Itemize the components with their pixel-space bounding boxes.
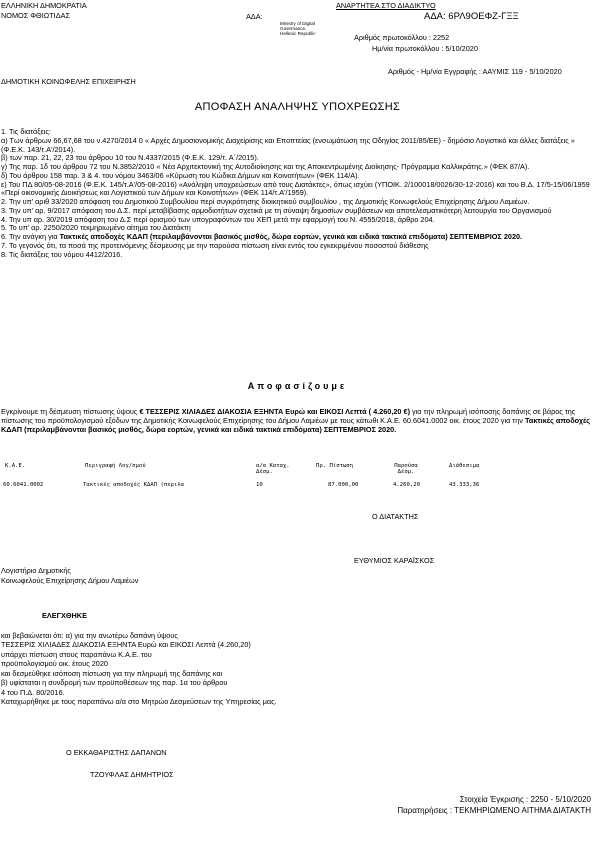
approval-bold-tail: Τακτικές αποδοχές ΚΔΑΠ (περιλαμβάνονται βασικός μισθός, δώρα εορτών, γενικά και ειδικά τακτικά επιδόματα) ΣΕΠΤΕΜΒΡΙΟΣ 2020.: [1, 415, 591, 434]
approval-paragraph: [1, 408, 591, 434]
checked-line: β) υφίσταται η συνδρομή των προϋποθέσεων της παρ. 1α του άρθρου: [1, 678, 228, 688]
provision-item: 8. Τις διατάξεις του νόμου 4412/2016.: [1, 249, 123, 259]
provision-item: 1. Τις διατάξεις:: [1, 127, 51, 136]
decide-heading: Αποφασίζουμε: [247, 381, 348, 391]
accounting-line2: Κοινωφελούς Επιχείρησης Δήμου Λαμιέων: [1, 576, 139, 585]
checked-line: ΤΕΣΣΕΡΙΣ ΧΙΛΙΑΔΕΣ ΔΙΑΚΟΣΙΑ ΕΞΗΝΤΑ Ευρώ και ΕΙΚΟΣΙ Λεπτά (4.260,20): [1, 640, 251, 650]
provision-6-lead: 6. Την ανάγκη για: [1, 232, 60, 241]
accounting-line1: Λογιστήριο Δημοτικής: [1, 566, 71, 575]
approval-amount-words: € ΤΕΣΣΕΡΙΣ ΧΙΛΙΑΔΕΣ ΔΙΑΚΟΣΙΑ ΕΞΗΝΤΑ Ευρώ και ΕΙΚΟΣΙ Λεπτά: [139, 407, 367, 416]
table-cell: Τακτικές αποδοχές ΚΔΑΠ (περιλα: [83, 482, 185, 488]
approval-amount-number: ( 4.260,20 €): [366, 407, 410, 416]
provision-item: 2. Την υπ' αριθ 33/2020 απόφαση του Δημοτικού Συμβουλίου περί συγκρότησης διοικητικού συμβουλίου , της Δημοτικής Κοινωφελούς Επιχείρησης Δήμου Λαμιέων.: [1, 197, 530, 206]
checked-line: και βεβαιώνεται ότι: α) για την ανωτέρω δαπάνη ύψους: [1, 631, 178, 640]
table-cell: 87.000,00: [328, 482, 359, 488]
provision-6-bold: Τακτικές αποδοχές ΚΔΑΠ (περιλαμβάνονται βασικός μισθός, δώρα εορτών, γενικά και ειδικά τακτικά επιδόματα) ΣΕΠΤΕΜΒΡΙΟΣ 2020.: [59, 232, 523, 241]
seal-line: Hellenic Republic: [280, 30, 316, 36]
table-cell: 60.6041.0002: [3, 482, 44, 488]
checked-block: [1, 631, 591, 707]
provision-item: β) των παρ. 21, 22, 23 του άρθρου 10 του Ν.4337/2015 (Φ.Ε.Κ. 129/τ. Α΄/2015).: [1, 153, 259, 163]
provision-item: 4. Την υπ αρ. 30/2019 απόφαση του Δ.Σ περί ορισμού των υπογραφόντων του ΧΕΠ μετά την εφαρμογή του Ν. 4555/2018, άρθρο 204.: [1, 214, 435, 224]
provision-item: 5. Το υπ' αρ. 2250/2020 τεκμηριωμένο αίτημα του Διατάκτη: [1, 223, 191, 233]
table-header-row: [0, 463, 595, 476]
checked-line: υπάρχει πίστωση στους παραπάνω Κ.Α.Ε. του: [1, 649, 152, 659]
provision-item: 3. Την υπ' αρ. 9/2017 απόφαση του Δ.Σ. περί μεταβίβασης αρμοδιοτήτων σχετικά με τη σύναψη δημοσίων συμβάσεων και αποτελεσματικότερη λειτουργία του Οργανισμού: [1, 205, 552, 215]
ada-value: ΑΔΑ: 6ΡΛ9ΟΕΦΖ-ΓΞΞ: [424, 11, 519, 22]
provision-item: ε) Του ΠΔ 80/05-08-2016 (Φ.Ε.Κ. 145/τ.Α'/05-08-2016) «Ανάληψη υποχρεώσεων από τους Διατάκτες», όπως ισχύει (ΥΠΟΙΚ. 2/100018/0026/30-12-2016) και του Β.Δ. 17/5-15/06/1959 «Περί οικονομικής Διοικήσεως και Λογιστικού των Δήμων και Κοινοτήτων» (ΦΕΚ 114/τ.Α'/1959).: [1, 179, 590, 198]
table-header-cell: α/α Καταχ. Δέσμ.: [256, 463, 290, 476]
liquidator-role: Ο ΕΚΚΑΘΑΡΙΣΤΗΣ ΔΑΠΑΝΩΝ: [66, 748, 167, 757]
table-header-cell: Παρούσα Δέσμ.: [394, 463, 418, 476]
provision-item: α) Των άρθρων 66,67,68 του ν.4270/2014 0 « Αρχές Δημοσιονομικής Διαχείρισης και Εποπτείας (ενσωμάτωση της Οδηγίας 2011/85/ΕΕ) - δημόσιο Λογιστικό και άλλες διατάξεις » (Φ.Ε.Κ. 143/τ.Α'/2014).: [1, 135, 575, 154]
checked-line: 4 του Π.Δ. 80/2016.: [1, 687, 65, 697]
table-cell: 43.333,36: [449, 482, 480, 488]
protocol-number: Αριθμός πρωτοκόλλου : 2252: [354, 33, 450, 42]
seal-line: Governance,: [280, 25, 307, 31]
table-header-cell: Κ.Α.Ε.: [5, 463, 26, 469]
remarks: Παρατηρήσεις : ΤΕΚΜΗΡΙΩΜΕΝΟ ΑΙΤΗΜΑ ΔΙΑΤΑΚΤΗ: [397, 806, 591, 815]
table-header-cell: Περιγραφή Λογ/σμού: [85, 463, 146, 469]
protocol-date: Ημ/νία πρωτοκόλλου : 5/10/2020: [372, 44, 478, 53]
table-header-cell: Πρ. Πίστωση: [316, 463, 354, 469]
checked-line: και δεσμεύθηκε ισόποση πίστωση για την πληρωμή της δαπάνης και: [1, 668, 223, 678]
document-title: ΑΠΟΦΑΣΗ ΑΝΑΛΗΨΗΣ ΥΠΟΧΡΕΩΣΗΣ: [194, 101, 401, 113]
provision-item: 7. Το γεγονός ότι, τα ποσά της προτεινόμενης δέσμευσης με την παρούσα πίστωση είναι εντός του εγκεκριμένου ποσοστού διάθεσης: [1, 240, 429, 250]
signer-name: ΕΥΘΥΜΙΟΣ ΚΑΡΑΪΣΚΟΣ: [354, 556, 435, 565]
seal-line: Ministry of Digital: [280, 21, 315, 26]
table-cell: 10: [256, 482, 263, 488]
table-cell: 4.260,20: [393, 482, 420, 488]
approval-body: για την πληρωμή ισόποσης δαπάνης σε βάρος της πίστωσης του προϋπολογισμού εξόδων της Δημοτικής Κοινωφελούς Επιχείρησης του Δήμου Λαμιέων με τους κάτωθι Κ.Α.Ε. 60.6041.0002 οικ. έτους 2020 για την: [1, 407, 576, 425]
provision-item: γ) Της παρ. 1δ του άρθρου 72 του Ν.3852/2010 « Νέα Αρχιτεκτονική της Αυτοδιοίκησης και της Αποκεντρωμένης Διοίκησης- Πρόγραμμα Καλλικράτης.» (ΦΕΚ 87/Α).: [1, 162, 530, 171]
provision-item: δ) Του άρθρου 158 παρ. 3 & 4. του νόμου 3463/06 «Κύρωση του Κώδικα Δήμων και Κοινοτήτων» (ΦΕΚ 114/Α).: [1, 170, 360, 180]
provisions-block: [1, 128, 591, 259]
signer-role: Ο ΔΙΑΤΑΚΤΗΣ: [372, 512, 419, 521]
table-row: [0, 482, 595, 492]
approval-info: Στοιχεία Έγκρισης : 2250 - 5/10/2020: [459, 795, 591, 804]
posted-label: ΑΝΑΡΤΗΤΕΑ ΣΤΟ ΔΙΑΔΙΚΤΥΟ: [336, 1, 436, 10]
republic-label: ΕΛΛΗΝΙΚΗ ΔΗΜΟΚΡΑΤΙΑ: [1, 1, 87, 10]
liquidator-name: ΤΖΟΥΦΛΑΣ ΔΗΜΗΤΡΙΟΣ: [90, 770, 174, 779]
ministry-seal: [280, 22, 316, 36]
table-header-cell: Διάθεσιμα: [449, 463, 480, 469]
checked-line: προϋπολογισμού οικ. έτους 2020: [1, 659, 108, 669]
organization-name: ΔΗΜΟΤΙΚΗ ΚΟΙΝΩΦΕΛΗΣ ΕΠΙΧΕΙΡΗΣΗ: [1, 77, 136, 86]
registry-number: Αριθμός - Ημ/νία Εγγραφής : ΑΑΥΜΙΣ 119 - 5/10/2020: [388, 67, 562, 76]
checked-line: Καταχωρήθηκε με τους παραπάνω α/α στο Μητρώο Δεσμεύσεων της Υπηρεσίας μας.: [1, 697, 277, 707]
checked-heading: ΕΛΕΓΧΘΗΚΕ: [42, 611, 87, 620]
approval-lead: Εγκρίνουμε τη δέσμευση πίστωσης ύψους: [1, 407, 140, 416]
prefecture-label: ΝΟΜΟΣ ΦΘΙΩΤΙΔΑΣ: [1, 11, 70, 20]
ada-label: ΑΔΑ:: [246, 12, 263, 21]
